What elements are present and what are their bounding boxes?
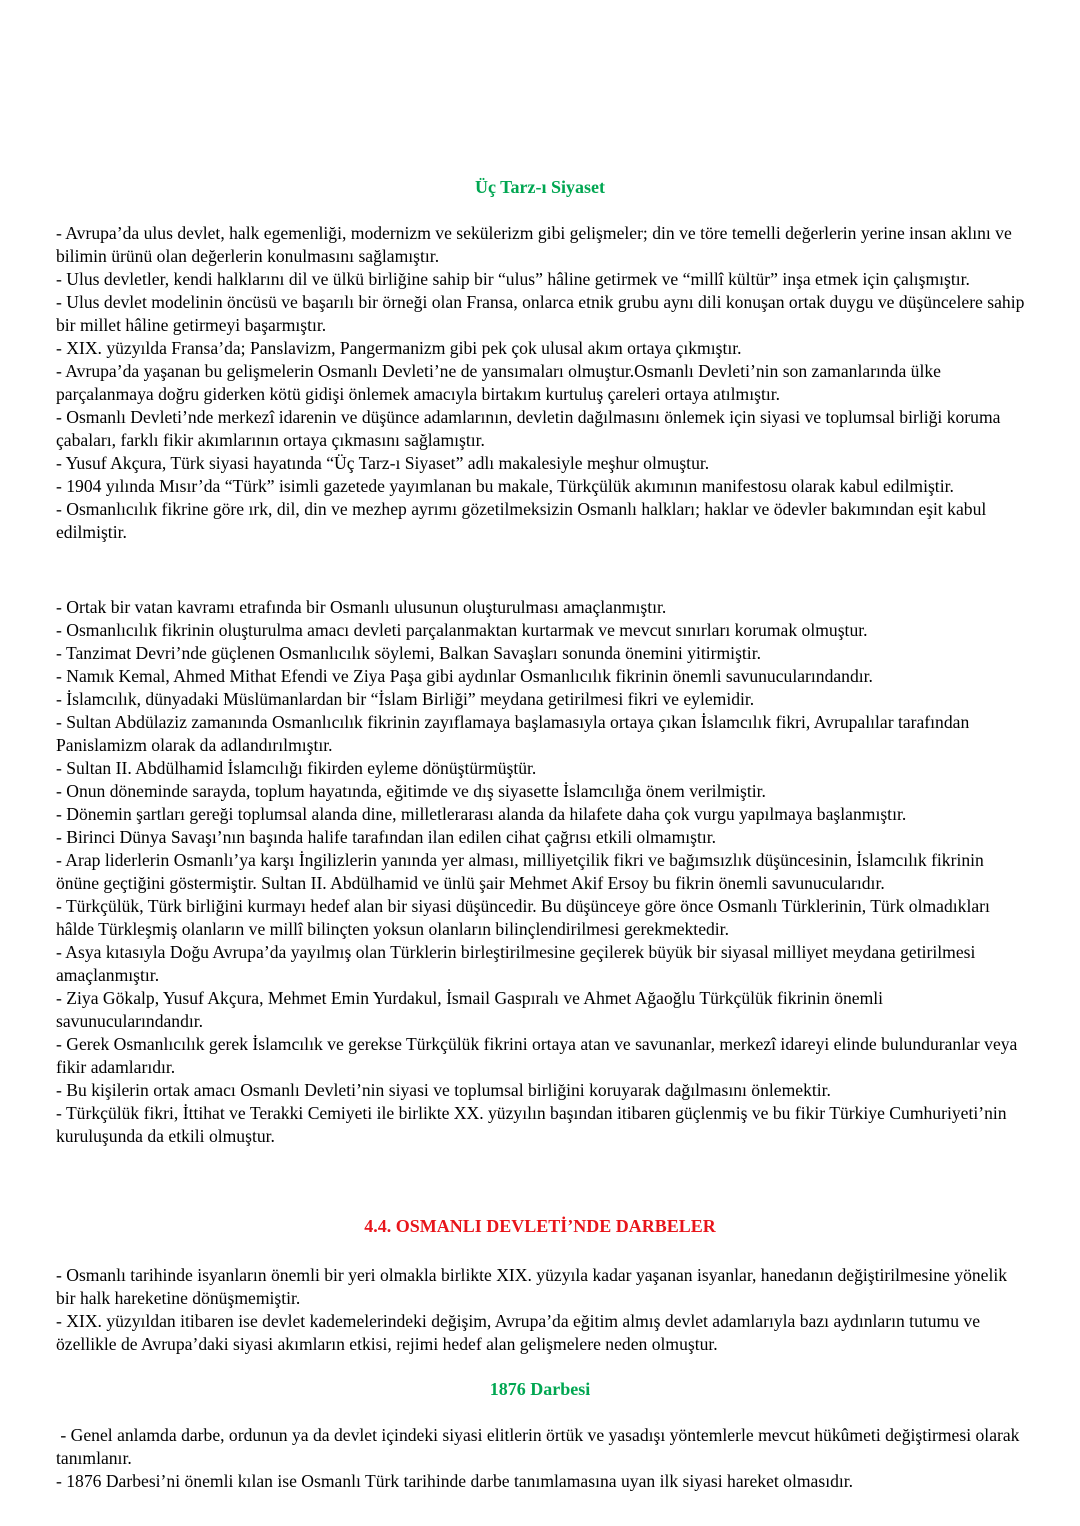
paragraph: - Osmanlı Devleti’nde merkezî idarenin ve düşünce adamlarının, devletin dağılmasını önlemek için siyasi ve toplumsal birliği koruma çabaları, farklı fikir akımlarının ortaya çıkmasını sağlamıştır. [56,407,1001,450]
paragraph: - Ulus devlet modelinin öncüsü ve başarılı bir örneği olan Fransa, onlarca etnik grubu aynı dili konuşan ortak duygu ve düşüncelere sahip bir millet hâline getirmeyi başarmıştır. [56,292,1025,335]
section-title-1876-darbesi: 1876 Darbesi [489,1379,591,1399]
paragraph: - Yusuf Akçura, Türk siyasi hayatında “Üç Tarz-ı Siyaset” adlı makalesiyle meşhur olmuştur. [56,453,710,473]
paragraph: - Avrupa’da ulus devlet, halk egemenliği, modernizm ve sekülerizm gibi gelişmeler; din ve töre temelli değerlerin yerine insan aklını ve bilimin ürünü olan değerlerin konulmasını sağlamıştır. [56,223,1012,266]
paragraph: - Sultan Abdülaziz zamanında Osmanlıcılık fikrinin zayıflamaya başlamasıyla ortaya çıkan İslamcılık fikri, Avrupalılar tarafından Panislamizm olarak da adlandırılmıştır. [56,712,970,755]
paragraph: - Türkçülük, Türk birliğini kurmayı hedef alan bir siyasi düşüncedir. Bu düşünceye göre önce Osmanlı Türklerinin, Türk olmadıkları hâlde Türkleşmiş olanların ve millî bilinçten yoksun olanların bilinçlendirilmesi gerekmektedir. [56,896,990,939]
paragraph: - Asya kıtasıyla Doğu Avrupa’da yayılmış olan Türklerin birleştirilmesine geçilerek büyük bir siyasal milliyet meydana getirilmesi amaçlanmıştır. [56,942,976,985]
paragraph: - Bu kişilerin ortak amacı Osmanlı Devleti’nin siyasi ve toplumsal birliğini koruyarak dağılmasını önlemektir. [56,1080,831,1100]
paragraph: - Osmanlı tarihinde isyanların önemli bir yeri olmakla birlikte XIX. yüzyıla kadar yaşanan isyanlar, hanedanın değiştirilmesine yönelik bir halk hareketine dönüşmemiştir. [56,1265,1008,1308]
paragraph: - Sultan II. Abdülhamid İslamcılığı fikirden eyleme dönüştürmüştür. [56,758,537,778]
section-title-darbeler: 4.4. OSMANLI DEVLETİ’NDE DARBELER [364,1216,716,1236]
section-one-body-b [56,596,1028,1148]
paragraph: - Genel anlamda darbe, ordunun ya da devlet içindeki siyasi elitlerin örtük ve yasadışı yöntemlerle mevcut hükûmeti değiştirmesi olarak tanımlanır. [56,1425,1024,1468]
section-one-body-a [56,222,1028,544]
paragraph: - Dönemin şartları gereği toplumsal alanda dine, milletlerarası alanda da hilafete daha çok vurgu yapılmaya başlanmıştır. [56,804,907,824]
paragraph: - Osmanlıcılık fikrinin oluşturulma amacı devleti parçalanmaktan kurtarmak ve mevcut sınırları korumak olmuştur. [56,620,868,640]
section-three-body [56,1424,1028,1493]
paragraph: - Osmanlıcılık fikrine göre ırk, dil, din ve mezhep ayrımı gözetilmeksizin Osmanlı halkları; haklar ve ödevler bakımından eşit kabul edilmiştir. [56,499,987,542]
paragraph: - XIX. yüzyıldan itibaren ise devlet kademelerindeki değişim, Avrupa’da eğitim almış devlet adamlarıyla bazı aydınların tutumu ve özellikle de Avrupa’daki siyasi akımların etkisi, rejimi hedef alan gelişmelere neden olmuştur. [56,1311,981,1354]
paragraph: - Namık Kemal, Ahmed Mithat Efendi ve Ziya Paşa gibi aydınlar Osmanlıcılık fikrinin önemli savunucularındandır. [56,666,873,686]
paragraph: - Arap liderlerin Osmanlı’ya karşı İngilizlerin yanında yer alması, milliyetçilik fikri ve bağımsızlık düşüncesinin, İslamcılık fikrinin önüne geçtiğini göstermiştir. Sultan II. Abdülhamid ve ünlü şair Mehmet Akif Ersoy bu fikrin önemli savunucularıdır. [56,850,984,893]
paragraph: - Onun döneminde sarayda, toplum hayatında, eğitimde ve dış siyasette İslamcılığa önem verilmiştir. [56,781,766,801]
paragraph: - Tanzimat Devri’nde güçlenen Osmanlıcılık söylemi, Balkan Savaşları sonunda önemini yitirmiştir. [56,643,761,663]
section-title-uc-tarz-i-siyaset: Üç Tarz-ı Siyaset [475,177,605,197]
paragraph: - XIX. yüzyılda Fransa’da; Panslavizm, Pangermanizm gibi pek çok ulusal akım ortaya çıkmıştır. [56,338,742,358]
paragraph: - Gerek Osmanlıcılık gerek İslamcılık ve gerekse Türkçülük fikrini ortaya atan ve savunanlar, merkezî idareyi elinde bulunduranlar veya fikir adamlarıdır. [56,1034,1018,1077]
paragraph: - Türkçülük fikri, İttihat ve Terakki Cemiyeti ile birlikte XX. yüzyılın başından itibaren güçlenmiş ve bu fikir Türkiye Cumhuriyeti’nin kuruluşunda da etkili olmuştur. [56,1103,1007,1146]
paragraph: - 1904 yılında Mısır’da “Türk” isimli gazetede yayımlanan bu makale, Türkçülük akımının manifestosu olarak kabul edilmiştir. [56,476,954,496]
paragraph: - Ortak bir vatan kavramı etrafında bir Osmanlı ulusunun oluşturulması amaçlanmıştır. [56,597,667,617]
paragraph: - Avrupa’da yaşanan bu gelişmelerin Osmanlı Devleti’ne de yansımaları olmuştur.Osmanlı Devleti’nin son zamanlarında ülke parçalanmaya doğru giderken kötü gidişi önlemek amacıyla birtakım kurtuluş çareleri ortaya atılmıştır. [56,361,941,404]
paragraph: - Ulus devletler, kendi halklarını dil ve ülkü birliğine sahip bir “ulus” hâline getirmek ve “millî kültür” inşa etmek için çalışmıştır. [56,269,970,289]
paragraph: - İslamcılık, dünyadaki Müslümanlardan bir “İslam Birliği” meydana getirilmesi fikri ve eylemidir. [56,689,755,709]
section-two-body [56,1264,1028,1356]
paragraph: - 1876 Darbesi’ni önemli kılan ise Osmanlı Türk tarihinde darbe tanımlamasına uyan ilk siyasi hareket olmasıdır. [56,1471,854,1491]
paragraph: - Birinci Dünya Savaşı’nın başında halife tarafından ilan edilen cihat çağrısı etkili olmamıştır. [56,827,717,847]
paragraph: - Ziya Gökalp, Yusuf Akçura, Mehmet Emin Yurdakul, İsmail Gaspıralı ve Ahmet Ağaoğlu Türkçülük fikrinin önemli savunucularındandır. [56,988,884,1031]
